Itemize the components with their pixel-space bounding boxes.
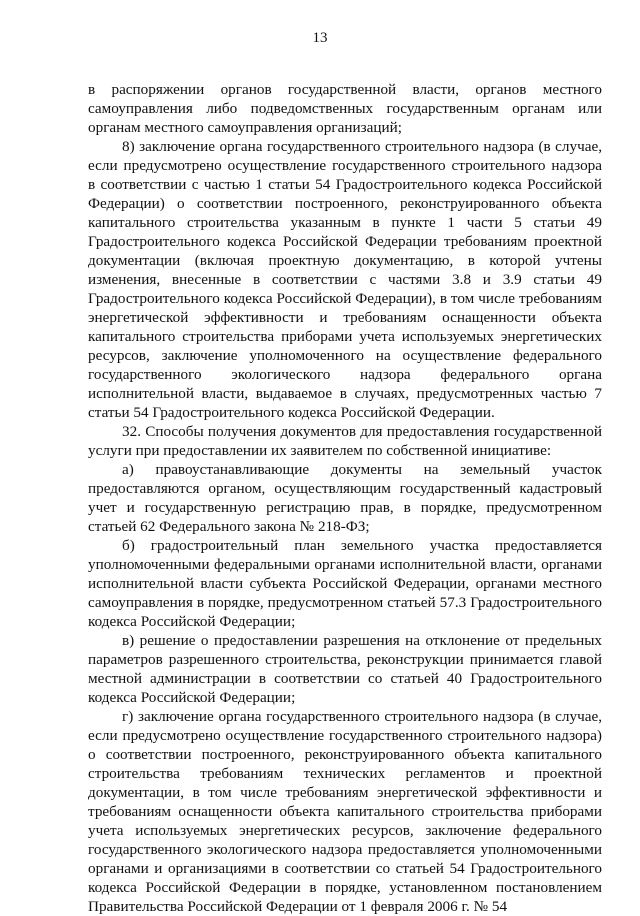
paragraph-item-g: г) заключение органа государственного строительного надзора (в случае, если предусмотрено осуществление государственного строительного надзора) о соответствии построенного, реконструированного объекта капитального строительства требованиям технических регламентов и проектной документации, в том числе требованиям энергетической эффективности и требованиям оснащенности объекта капитального строительства приборами учета используемых энергетических ресурсов, заключение федерального государственного экологического надзора предоставляется уполномоченными органами и организациями в соответствии со статьей 54 Градостроительного кодекса Российской Федерации в порядке, установленном постановлением Правительства Российской Федерации от 1 февраля 2006 г. № 54 xyxy=(88,708,602,915)
document-body xyxy=(88,80,602,916)
paragraph-item-a: а) правоустанавливающие документы на земельный участок предоставляются органом, осуществляющим государственный кадастровый учет и государственную регистрацию прав, в порядке, предусмотренном статьей 62 Федерального закона № 218-ФЗ; xyxy=(88,461,602,535)
paragraph-item-b: б) градостроительный план земельного участка предоставляется уполномоченными федеральными органами исполнительной власти, органами исполнительной власти субъекта Российской Федерации, органами местного самоуправления в порядке, предусмотренном статьей 57.3 Градостроительного кодекса Российской Федерации; xyxy=(88,537,602,630)
page-number: 13 xyxy=(312,30,328,46)
paragraph-continuation: в распоряжении органов государственной власти, органов местного самоуправления либо подведомственных государственным органам или органам местного самоуправления организаций; xyxy=(88,81,602,136)
paragraph-item-8: 8) заключение органа государственного строительного надзора (в случае, если предусмотрено осуществление государственного строительного надзора в соответствии с частью 1 статьи 54 Градостроительного кодекса Российской Федерации) о соответствии построенного, реконструированного объекта капитального строительства указанным в пункте 1 части 5 статьи 49 Градостроительного кодекса Российской Федерации требованиям проектной документации (включая проектную документацию, в которой учтены изменения, внесенные в соответствии с частями 3.8 и 3.9 статьи 49 Градостроительного кодекса Российской Федерации), в том числе требованиям энергетической эффективности и требованиям оснащенности объекта капитального строительства приборами учета используемых энергетических ресурсов, заключение уполномоченного на осуществление федерального государственного экологического надзора федерального органа исполнительной власти, выдаваемое в случаях, предусмотренных частью 7 статьи 54 Градостроительного кодекса Российской Федерации. xyxy=(88,138,602,421)
paragraph-32: 32. Способы получения документов для предоставления государственной услуги при предоставлении их заявителем по собственной инициативе: xyxy=(88,423,602,459)
paragraph-item-v: в) решение о предоставлении разрешения на отклонение от предельных параметров разрешенного строительства, реконструкции принимается главой местной администрации в соответствии со статьей 40 Градостроительного кодекса Российской Федерации; xyxy=(88,632,602,706)
